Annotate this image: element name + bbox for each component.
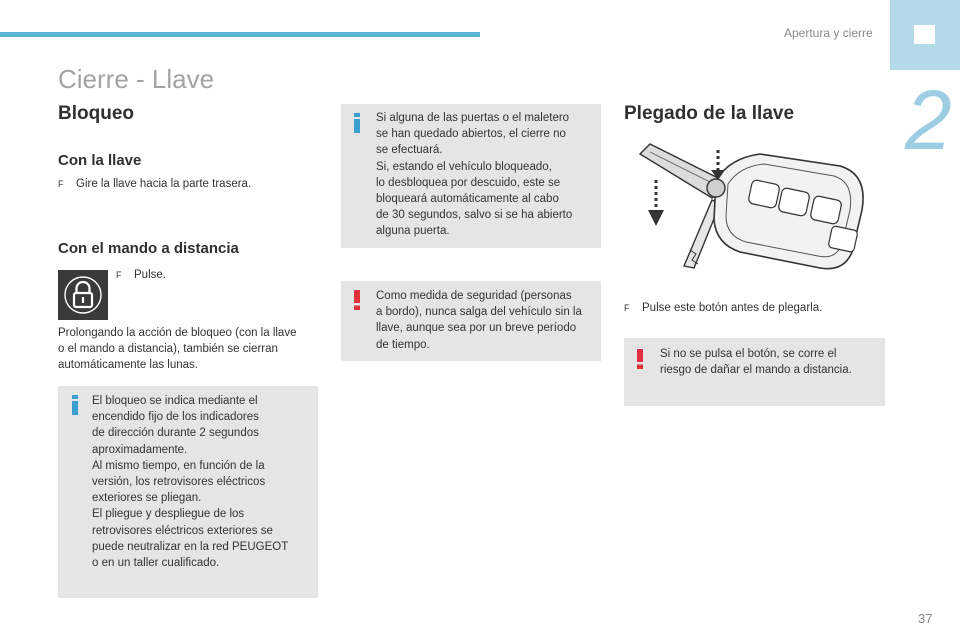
note-line: o en un taller cualificado.: [92, 557, 220, 570]
info-icon: [71, 395, 79, 420]
note-line: lo desbloquea por descuido, este se: [376, 176, 561, 189]
warning-exclamation-icon: [636, 349, 644, 374]
info-note-text: [92, 393, 288, 571]
info-note-bloqueo: [58, 386, 318, 598]
note-line: alguna puerta.: [376, 225, 450, 238]
note-line: Si, estando el vehículo bloqueado,: [376, 160, 552, 173]
note-line: a bordo), nunca salga del vehículo sin la: [376, 306, 582, 319]
warning-note-text: [660, 346, 852, 378]
note-line: se efectuará.: [376, 144, 443, 157]
note-line: de tiempo.: [376, 338, 430, 351]
chapter-tab: [890, 0, 960, 70]
info-note-text: [376, 110, 572, 240]
info-icon: [353, 113, 361, 138]
subheading-con-el-mando: Con el mando a distancia: [58, 240, 239, 257]
page-number: 37: [918, 611, 933, 626]
padlock-closed-icon: [58, 270, 108, 320]
bullet-marker: F: [58, 179, 64, 189]
chapter-tab-square: [914, 25, 935, 44]
warning-exclamation-icon: [353, 290, 361, 315]
note-line: bloqueará automáticamente al cabo: [376, 193, 559, 206]
bullet-text: Gire la llave hacia la parte trasera.: [76, 178, 252, 190]
warning-note-seguridad: [341, 281, 601, 361]
page-title: Cierre - Llave: [58, 64, 215, 94]
subheading-con-la-llave: Con la llave: [58, 152, 142, 169]
note-line: puede neutralizar en la red PEUGEOT: [92, 540, 289, 553]
warning-note-plegado: [624, 338, 885, 406]
section-heading-bloqueo: Bloqueo: [58, 103, 134, 124]
warning-note-text: [376, 288, 582, 353]
chapter-number: 2: [905, 73, 952, 167]
note-line: Como medida de seguridad (personas: [376, 290, 572, 302]
note-line: El pliegue y despliegue de los: [92, 508, 245, 521]
bullet-text: Pulse este botón antes de plegarla.: [642, 302, 823, 314]
paragraph-line: o el mando a distancia), también se cierran: [58, 343, 278, 355]
note-line: de 30 segundos, salvo si se ha abierto: [376, 209, 573, 222]
info-note-puertas: [341, 104, 601, 248]
note-line: de dirección durante 2 segundos: [92, 427, 259, 440]
paragraph-lunas: [58, 325, 296, 373]
bullet-pulse-boton: [624, 301, 822, 316]
note-line: versión, los retrovisores eléctricos: [92, 476, 266, 489]
chapter-title: Apertura y cierre: [784, 26, 873, 40]
note-line: aproximadamente.: [92, 443, 188, 456]
note-line: Si alguna de las puertas o el maletero: [376, 112, 570, 124]
note-line: El bloqueo se indica mediante el: [92, 395, 258, 407]
note-line: Al mismo tiempo, en función de la: [92, 459, 265, 472]
bullet-text: Pulse.: [134, 269, 166, 281]
header-accent-bar: [0, 32, 480, 37]
note-line: exteriores se pliegan.: [92, 492, 202, 505]
bullet-marker: F: [116, 270, 122, 280]
note-line: Si no se pulsa el botón, se corre el: [660, 348, 837, 360]
note-line: se han quedado abiertos, el cierre no: [376, 128, 566, 141]
paragraph-line: Prolongando la acción de bloqueo (con la llave: [58, 327, 297, 339]
note-line: llave, aunque sea por un breve período: [376, 322, 577, 335]
paragraph-line: automáticamente las lunas.: [58, 359, 198, 371]
bullet-gire-llave: [58, 177, 251, 192]
note-line: riesgo de dañar el mando a distancia.: [660, 364, 852, 377]
folding-key-remote-icon: [630, 140, 880, 280]
note-line: retrovisores eléctricos exteriores se: [92, 524, 273, 537]
note-line: encendido fijo de los indicadores: [92, 411, 259, 424]
section-heading-plegado: Plegado de la llave: [624, 103, 795, 124]
bullet-pulse: [116, 268, 166, 283]
bullet-marker: F: [624, 303, 630, 313]
